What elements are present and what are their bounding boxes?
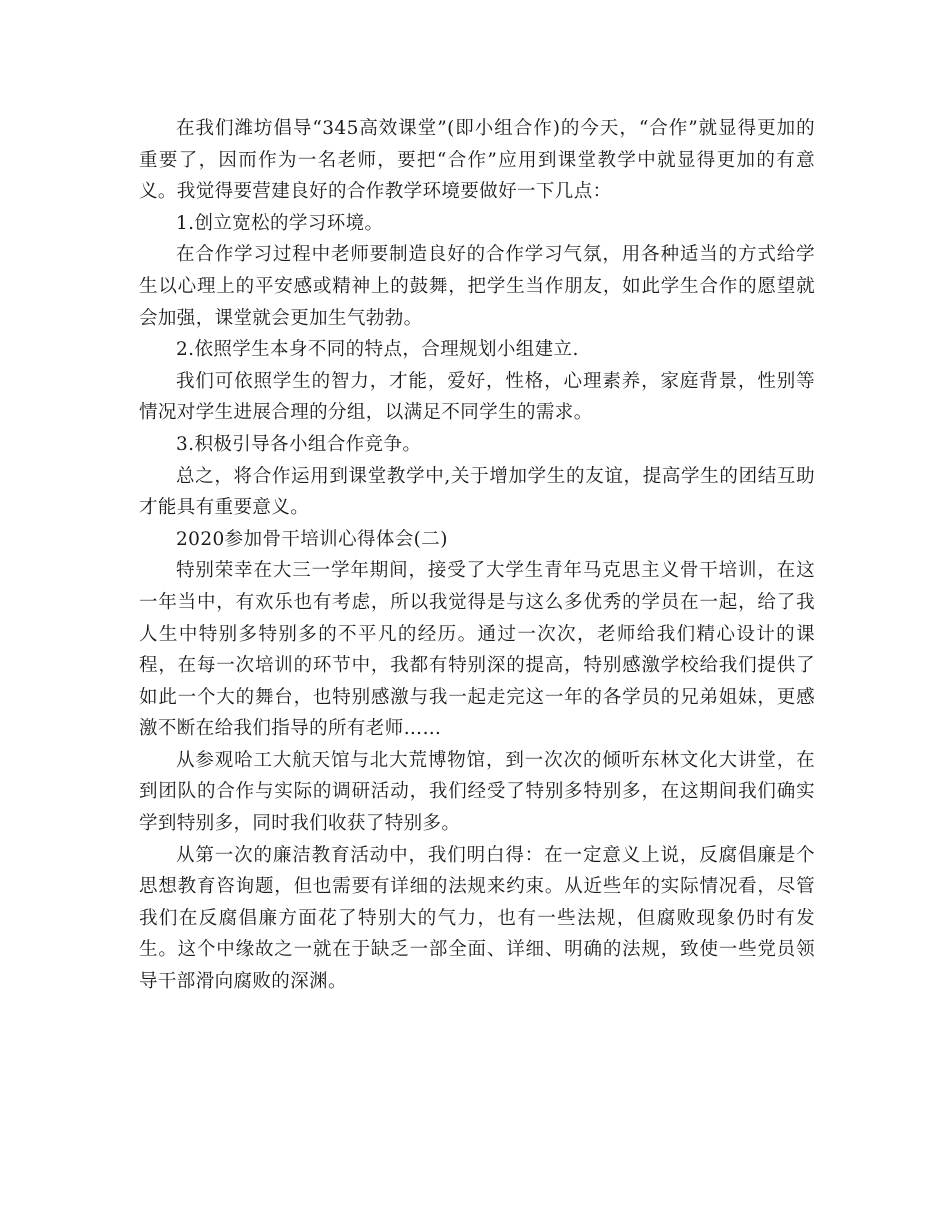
paragraph-point-1-body: 在合作学习过程中老师要制造良好的合作学习气氛，用各种适当的方式给学生以心理上的平安感或精神上的鼓舞，把学生当作朋友，如此学生合作的愿望就会加强，课堂就会更加生气勃勃。 (139, 244, 815, 329)
paragraph-intro: 在我们潍坊倡导“345高效课堂”(即小组合作)的今天，“合作”就显得更加的重要了，因而作为一名老师，要把“合作”应用到课堂教学中就显得更加的有意义。我觉得要营建良好的合作教学环境要做好一下几点： (139, 118, 815, 203)
paragraph-activities: 从参观哈工大航天馆与北大荒博物馆，到一次次的倾听东林文化大讲堂，在到团队的合作与实际的调研活动，我们经受了特别多特别多，在这期间我们确实学到特别多，同时我们收获了特别多。 (139, 749, 815, 835)
paragraph-point-3: 3.积极引导各小组合作竞争。 (176, 433, 422, 455)
paragraph-point-2-body: 我们可依照学生的智力，才能，爱好，性格，心理素养，家庭背景，性别等情况对学生进展合理的分组，以满足不同学生的需求。 (139, 370, 815, 424)
section-heading: 2020参加骨干培训心得体会(二) (176, 528, 448, 550)
paragraph-conclusion: 总之，将合作运用到课堂教学中,关于增加学生的友谊，提高学生的团结互助才能具有重要意义。 (139, 465, 815, 519)
paragraph-point-1: 1.创立宽松的学习环境。 (176, 212, 384, 234)
paragraph-point-2: 2.依照学生本身不同的特点，合理规划小组建立. (176, 339, 579, 361)
paragraph-training-intro: 特别荣幸在大三一学年期间，接受了大学生青年马克思主义骨干培训，在这一年当中，有欢乐也有考虑，所以我觉得是与这么多优秀的学员在一起，给了我人生中特别多特别多的不平凡的经历。通过一次次，老师给我们精心设计的课程，在每一次培训的环节中，我都有特别深的提高，特别感激学校给我们提供了如此一个大的舞台，也特别感激与我一起走完这一年的各学员的兄弟姐妹，更感激不断在给我们指导的所有老师…… (139, 560, 815, 740)
document-body (139, 113, 815, 998)
paragraph-integrity-education: 从第一次的廉洁教育活动中，我们明白得：在一定意义上说，反腐倡廉是个思想教育咨询题，但也需要有详细的法规来约束。从近些年的实际情况看，尽管我们在反腐倡廉方面花了特别大的气力，也有一些法规，但腐败现象仍时有发生。这个中缘故之一就在于缺乏一部全面、详细、明确的法规，致使一些党员领导干部滑向腐败的深渊。 (139, 844, 815, 993)
